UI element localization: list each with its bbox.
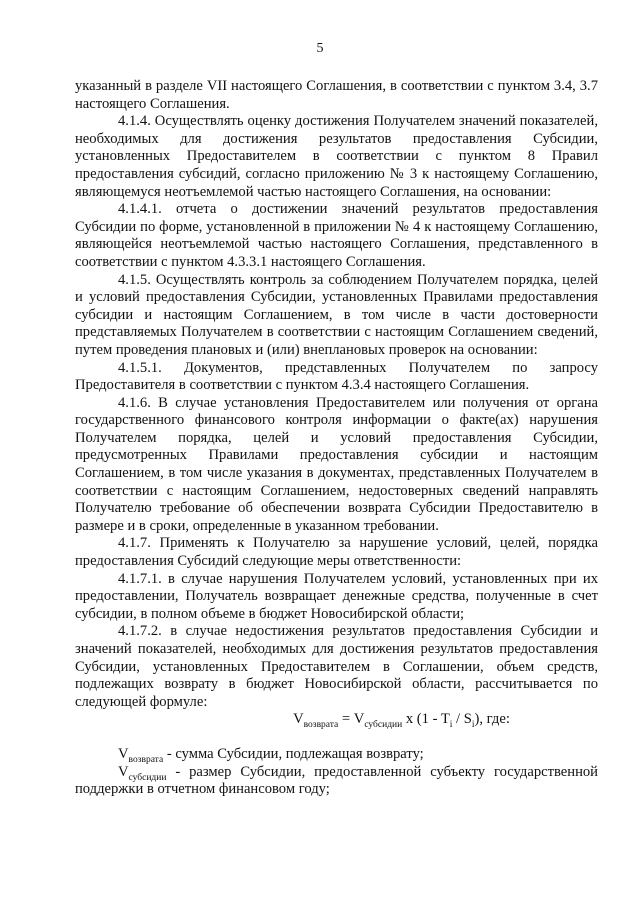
definition-sub: субсидии — [128, 772, 167, 783]
spacer — [75, 729, 598, 746]
paragraph-4-1-4-1: 4.1.4.1. отчета о достижении значений результатов предоставления Субсидии по форме, установленной в приложении № 4 к настоящему Соглашению, являющейся неотъемлемой частью настоящего Соглашения, представленного в соответствии с пунктом 4.3.3.1 настоящего Соглашения. — [75, 201, 598, 270]
refund-formula — [75, 711, 598, 729]
definition-refund — [75, 746, 598, 764]
formula-v1: V — [293, 711, 304, 728]
definition-sub: возврата — [128, 754, 164, 765]
paragraph-4-1-5: 4.1.5. Осуществлять контроль за соблюдением Получателем порядка, целей и условий предоставления Субсидии, установленных Правилами предоставления субсидии и настоящим Соглашением, в том числе в части достоверности представляемых Получателем в соответствии с настоящим Соглашением сведений, путем проведения плановых и (или) внеплановых проверок на основании: — [75, 271, 598, 358]
definition-text: - размер Субсидии, предоставленной субъекту государственной поддержки в отчетном финансовом году; — [75, 763, 598, 798]
formula-tail: ), где: — [474, 711, 510, 728]
definition-text: - сумма Субсидии, подлежащая возврату; — [163, 745, 424, 762]
definition-subsidy — [75, 764, 598, 799]
formula-slash: / S — [452, 711, 472, 728]
paragraph-4-1-7-1: 4.1.7.1. в случае нарушения Получателем условий, установленных при их предоставлении, Получатель возвращает денежные средства, полученные в счет субсидии, в полном объеме в бюджет Новосибирской области; — [75, 570, 598, 622]
paragraph-4-1-7-2: 4.1.7.2. в случае недостижения результатов предоставления Субсидии и значений показателей, необходимых для достижения результатов предоставления Субсидии, установленных Предоставителем в Соглашении, объем средств, подлежащих возврату в бюджет Новосибирской области, рассчитывается по следующей формуле: — [75, 623, 598, 710]
formula-sub-subsidy: субсидии — [364, 720, 403, 731]
formula-sub-i-2: i — [471, 720, 475, 731]
paragraph-4-1-6: 4.1.6. В случае установления Предоставителем или получения от органа государственного финансового контроля информации о факте(ах) нарушения Получателем порядка, целей и условий предоставления Субсидии, предусмотренных Правилами предоставления субсидии и настоящим Соглашением, в том числе указания в документах, представленных Получателем в соответствии с настоящим Соглашением, недостоверных сведений направлять Получателю требование об обеспечении возврата Субсидии Предоставителю в размере и в сроки, определенные в указанном требовании. — [75, 394, 598, 534]
page-number: 5 — [316, 41, 324, 56]
paragraph-4-1-5-1: 4.1.5.1. Документов, представленных Получателем по запросу Предоставителя в соответствии с пунктом 4.3.4 настоящего Соглашения. — [75, 359, 598, 394]
paragraph-continuation: указанный в разделе VII настоящего Соглашения, в соответствии с пунктом 3.4, 3.7 настоящего Соглашения. — [75, 78, 598, 112]
formula-sub-i-1: i — [449, 720, 453, 731]
paragraph-4-1-4: 4.1.4. Осуществлять оценку достижения Получателем значений показателей, необходимых для достижения результатов предоставления Субсидии, установленных Предоставителем в соответствии с пунктом 8 Правил предоставления субсидий, согласно приложению № 3 к настоящему Соглашению, являющемуся неотъемлемой частью настоящего Соглашения, на основании: — [75, 113, 598, 200]
definition-var: V — [118, 745, 129, 762]
formula-sub-refund: возврата — [303, 720, 339, 731]
formula-mid: x (1 - T — [402, 711, 450, 728]
formula-eq: = V — [338, 711, 365, 728]
definition-var: V — [118, 763, 129, 780]
document-body — [75, 78, 598, 799]
paragraph-4-1-7: 4.1.7. Применять к Получателю за нарушение условий, целей, порядка предоставления Субсидий следующие меры ответственности: — [75, 535, 598, 570]
